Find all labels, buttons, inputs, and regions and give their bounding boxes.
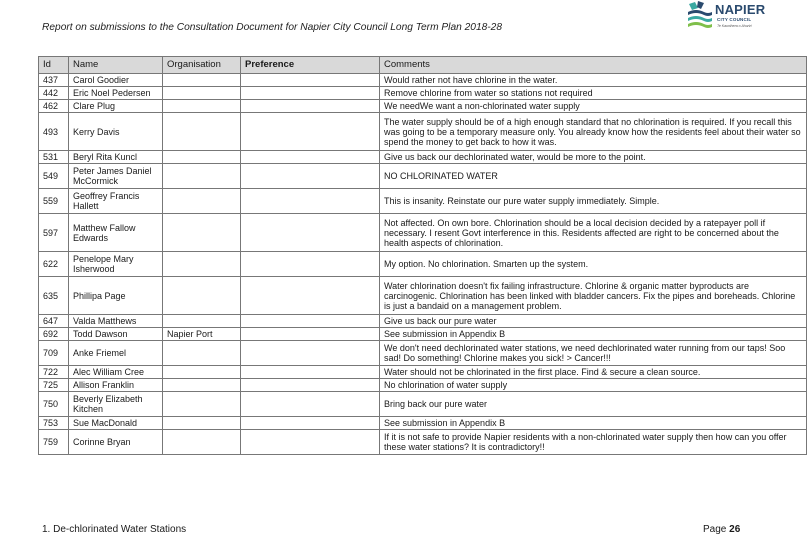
table-row (39, 379, 807, 392)
cell-comments: Water should not be chlorinated in the first place. Find & secure a clean source. (380, 366, 807, 379)
cell-comments: We don't need dechlorinated water stations, we need dechlorinated water running from our taps! Soo sad! Do something! Chlorine makes you sick! > Cancer!!! (380, 341, 807, 366)
logo-wordmark: NAPIER (715, 2, 766, 17)
cell-preference (241, 366, 380, 379)
cell-comments: NO CHLORINATED WATER (380, 164, 807, 189)
cell-organisation (163, 252, 241, 277)
cell-comments: Bring back our pure water (380, 392, 807, 417)
column-header-id: Id (39, 57, 69, 74)
cell-id: 559 (39, 189, 69, 214)
cell-organisation (163, 151, 241, 164)
cell-organisation (163, 392, 241, 417)
cell-preference (241, 164, 380, 189)
table-row (39, 100, 807, 113)
cell-organisation (163, 366, 241, 379)
cell-organisation (163, 341, 241, 366)
cell-comments: Water chlorination doesn't fix failing infrastructure. Chlorine & organic matter byproducts are carcinogenic. Chlorination has been linked with bladder cancers. Fix the pipes and boreheads. Chlorine is just a bandaid on a management problem. (380, 277, 807, 315)
cell-organisation (163, 379, 241, 392)
cell-id: 725 (39, 379, 69, 392)
table-row (39, 113, 807, 151)
cell-comments: Would rather not have chlorine in the water. (380, 74, 807, 87)
table-row (39, 74, 807, 87)
header-title: Report on submissions to the Consultation Document for Napier City Council Long Term Plan 2018-28 (42, 22, 502, 33)
footer-page (703, 524, 740, 535)
table-row (39, 315, 807, 328)
cell-name: Alec William Cree (69, 366, 163, 379)
page-number: 26 (729, 524, 741, 535)
cell-preference (241, 87, 380, 100)
cell-id: 692 (39, 328, 69, 341)
cell-id: 722 (39, 366, 69, 379)
cell-preference (241, 417, 380, 430)
cell-preference (241, 113, 380, 151)
cell-preference (241, 430, 380, 455)
cell-comments: Give us back our dechlorinated water, would be more to the point. (380, 151, 807, 164)
cell-id: 622 (39, 252, 69, 277)
cell-preference (241, 151, 380, 164)
cell-comments: No chlorination of water supply (380, 379, 807, 392)
cell-id: 462 (39, 100, 69, 113)
cell-name: Corinne Bryan (69, 430, 163, 455)
cell-comments: See submission in Appendix B (380, 417, 807, 430)
table-row (39, 252, 807, 277)
cell-comments: Remove chlorine from water so stations not required (380, 87, 807, 100)
cell-name: Carol Goodier (69, 74, 163, 87)
cell-id: 493 (39, 113, 69, 151)
cell-name: Allison Franklin (69, 379, 163, 392)
cell-name: Clare Plug (69, 100, 163, 113)
cell-comments: If it is not safe to provide Napier residents with a non-chlorinated water supply then how can you offer these water stations? It is contradictory!! (380, 430, 807, 455)
cell-comments: The water supply should be of a high enough standard that no chlorination is required. If you recall this was going to be a temporary measure only. You already know how the residents feel about their water so spend the money to get back to how it was. (380, 113, 807, 151)
cell-id: 549 (39, 164, 69, 189)
cell-organisation: Napier Port (163, 328, 241, 341)
table-row (39, 341, 807, 366)
cell-name: Peter James Daniel McCormick (69, 164, 163, 189)
cell-comments: See submission in Appendix B (380, 328, 807, 341)
cell-id: 750 (39, 392, 69, 417)
cell-name: Eric Noel Pedersen (69, 87, 163, 100)
cell-preference (241, 252, 380, 277)
cell-name: Geoffrey Francis Hallett (69, 189, 163, 214)
table-row (39, 392, 807, 417)
cell-name: Phillipa Page (69, 277, 163, 315)
cell-id: 647 (39, 315, 69, 328)
cell-organisation (163, 189, 241, 214)
column-header-comments: Comments (380, 57, 807, 74)
cell-preference (241, 100, 380, 113)
table-row (39, 430, 807, 455)
cell-id: 635 (39, 277, 69, 315)
wave-logo-icon (686, 0, 714, 34)
cell-id: 597 (39, 214, 69, 252)
cell-organisation (163, 315, 241, 328)
cell-name: Todd Dawson (69, 328, 163, 341)
cell-organisation (163, 100, 241, 113)
cell-id: 437 (39, 74, 69, 87)
cell-name: Anke Friemel (69, 341, 163, 366)
table-row (39, 87, 807, 100)
cell-organisation (163, 430, 241, 455)
cell-preference (241, 74, 380, 87)
column-header-organisation: Organisation (163, 57, 241, 74)
cell-name: Beverly Elizabeth Kitchen (69, 392, 163, 417)
cell-comments: This is insanity. Reinstate our pure water supply immediately. Simple. (380, 189, 807, 214)
cell-preference (241, 214, 380, 252)
cell-preference (241, 379, 380, 392)
cell-comments: Not affected. On own bore. Chlorination should be a local decision decided by a ratepayer poll if necessary. I resent Govt interference in this. Residents affected are right to be concerned about the health aspects of chlorination. (380, 214, 807, 252)
napier-city-council-logo (686, 0, 776, 40)
table-row (39, 417, 807, 430)
cell-organisation (163, 214, 241, 252)
cell-id: 709 (39, 341, 69, 366)
footer-section-title: 1. De-chlorinated Water Stations (42, 524, 187, 535)
cell-name: Matthew Fallow Edwards (69, 214, 163, 252)
cell-organisation (163, 164, 241, 189)
cell-id: 442 (39, 87, 69, 100)
cell-comments: Give us back our pure water (380, 315, 807, 328)
cell-name: Kerry Davis (69, 113, 163, 151)
table-header-row (39, 57, 807, 74)
table-row (39, 189, 807, 214)
cell-comments: My option. No chlorination. Smarten up the system. (380, 252, 807, 277)
cell-id: 531 (39, 151, 69, 164)
cell-preference (241, 315, 380, 328)
cell-organisation (163, 277, 241, 315)
table-row (39, 214, 807, 252)
table-row (39, 328, 807, 341)
cell-id: 759 (39, 430, 69, 455)
cell-organisation (163, 417, 241, 430)
cell-name: Penelope Mary Isherwood (69, 252, 163, 277)
page-label: Page (703, 524, 730, 535)
column-header-preference: Preference (241, 57, 380, 74)
cell-preference (241, 328, 380, 341)
submissions-table (38, 56, 807, 455)
table-row (39, 164, 807, 189)
table-row (39, 277, 807, 315)
cell-organisation (163, 87, 241, 100)
column-header-name: Name (69, 57, 163, 74)
cell-preference (241, 189, 380, 214)
cell-organisation (163, 74, 241, 87)
cell-name: Sue MacDonald (69, 417, 163, 430)
cell-preference (241, 277, 380, 315)
table-row (39, 366, 807, 379)
cell-preference (241, 341, 380, 366)
cell-comments: We needWe want a non-chlorinated water supply (380, 100, 807, 113)
cell-organisation (163, 113, 241, 151)
cell-name: Beryl Rita Kuncl (69, 151, 163, 164)
cell-name: Valda Matthews (69, 315, 163, 328)
table-row (39, 151, 807, 164)
cell-preference (241, 392, 380, 417)
logo-tagline: Te Kaunihera o Ahuriri (717, 24, 752, 28)
cell-id: 753 (39, 417, 69, 430)
logo-subtitle: CITY COUNCIL (717, 17, 752, 22)
